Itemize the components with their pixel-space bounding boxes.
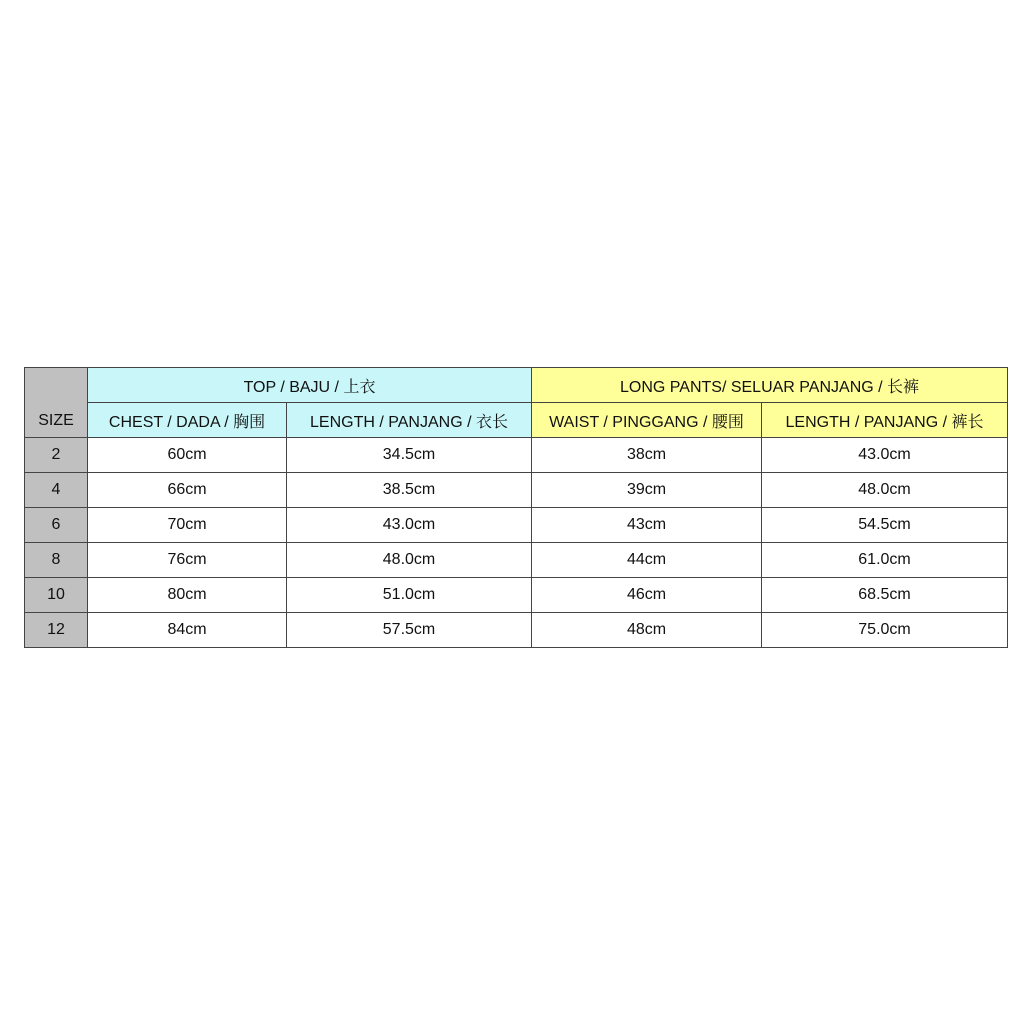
waist-column-header: WAIST / PINGGANG / 腰围 xyxy=(532,403,762,438)
top-length-cell: 34.5cm xyxy=(287,438,532,473)
top-length-cell: 51.0cm xyxy=(287,578,532,613)
pants-length-cell: 43.0cm xyxy=(762,438,1008,473)
top-length-cell: 43.0cm xyxy=(287,508,532,543)
size-cell: 10 xyxy=(25,578,88,613)
size-cell: 2 xyxy=(25,438,88,473)
table-row xyxy=(25,613,1008,648)
size-cell: 12 xyxy=(25,613,88,648)
waist-cell: 48cm xyxy=(532,613,762,648)
pants-length-cell: 61.0cm xyxy=(762,543,1008,578)
table-row xyxy=(25,578,1008,613)
pants-length-cell: 54.5cm xyxy=(762,508,1008,543)
waist-cell: 46cm xyxy=(532,578,762,613)
waist-cell: 43cm xyxy=(532,508,762,543)
chest-cell: 76cm xyxy=(88,543,287,578)
chest-cell: 70cm xyxy=(88,508,287,543)
chest-cell: 80cm xyxy=(88,578,287,613)
table-row xyxy=(25,508,1008,543)
size-cell: 8 xyxy=(25,543,88,578)
group-header-row xyxy=(25,368,1008,403)
table-row xyxy=(25,543,1008,578)
chest-cell: 60cm xyxy=(88,438,287,473)
table-row xyxy=(25,438,1008,473)
column-header-row xyxy=(25,403,1008,438)
chest-cell: 84cm xyxy=(88,613,287,648)
top-length-cell: 57.5cm xyxy=(287,613,532,648)
top-length-cell: 48.0cm xyxy=(287,543,532,578)
size-cell: 4 xyxy=(25,473,88,508)
waist-cell: 38cm xyxy=(532,438,762,473)
top-length-column-header: LENGTH / PANJANG / 衣长 xyxy=(287,403,532,438)
size-cell: 6 xyxy=(25,508,88,543)
size-header-label: SIZE xyxy=(38,412,74,429)
pants-length-cell: 68.5cm xyxy=(762,578,1008,613)
waist-cell: 44cm xyxy=(532,543,762,578)
table-row xyxy=(25,473,1008,508)
top-group-header: TOP / BAJU / 上衣 xyxy=(88,368,532,403)
pants-length-cell: 48.0cm xyxy=(762,473,1008,508)
top-length-cell: 38.5cm xyxy=(287,473,532,508)
pants-length-column-header: LENGTH / PANJANG / 裤长 xyxy=(762,403,1008,438)
chest-column-header: CHEST / DADA / 胸围 xyxy=(88,403,287,438)
waist-cell: 39cm xyxy=(532,473,762,508)
pants-group-header: LONG PANTS/ SELUAR PANJANG / 长裤 xyxy=(532,368,1008,403)
chest-cell: 66cm xyxy=(88,473,287,508)
pants-length-cell: 75.0cm xyxy=(762,613,1008,648)
size-column-header xyxy=(25,368,88,438)
size-chart-table xyxy=(24,367,1008,648)
